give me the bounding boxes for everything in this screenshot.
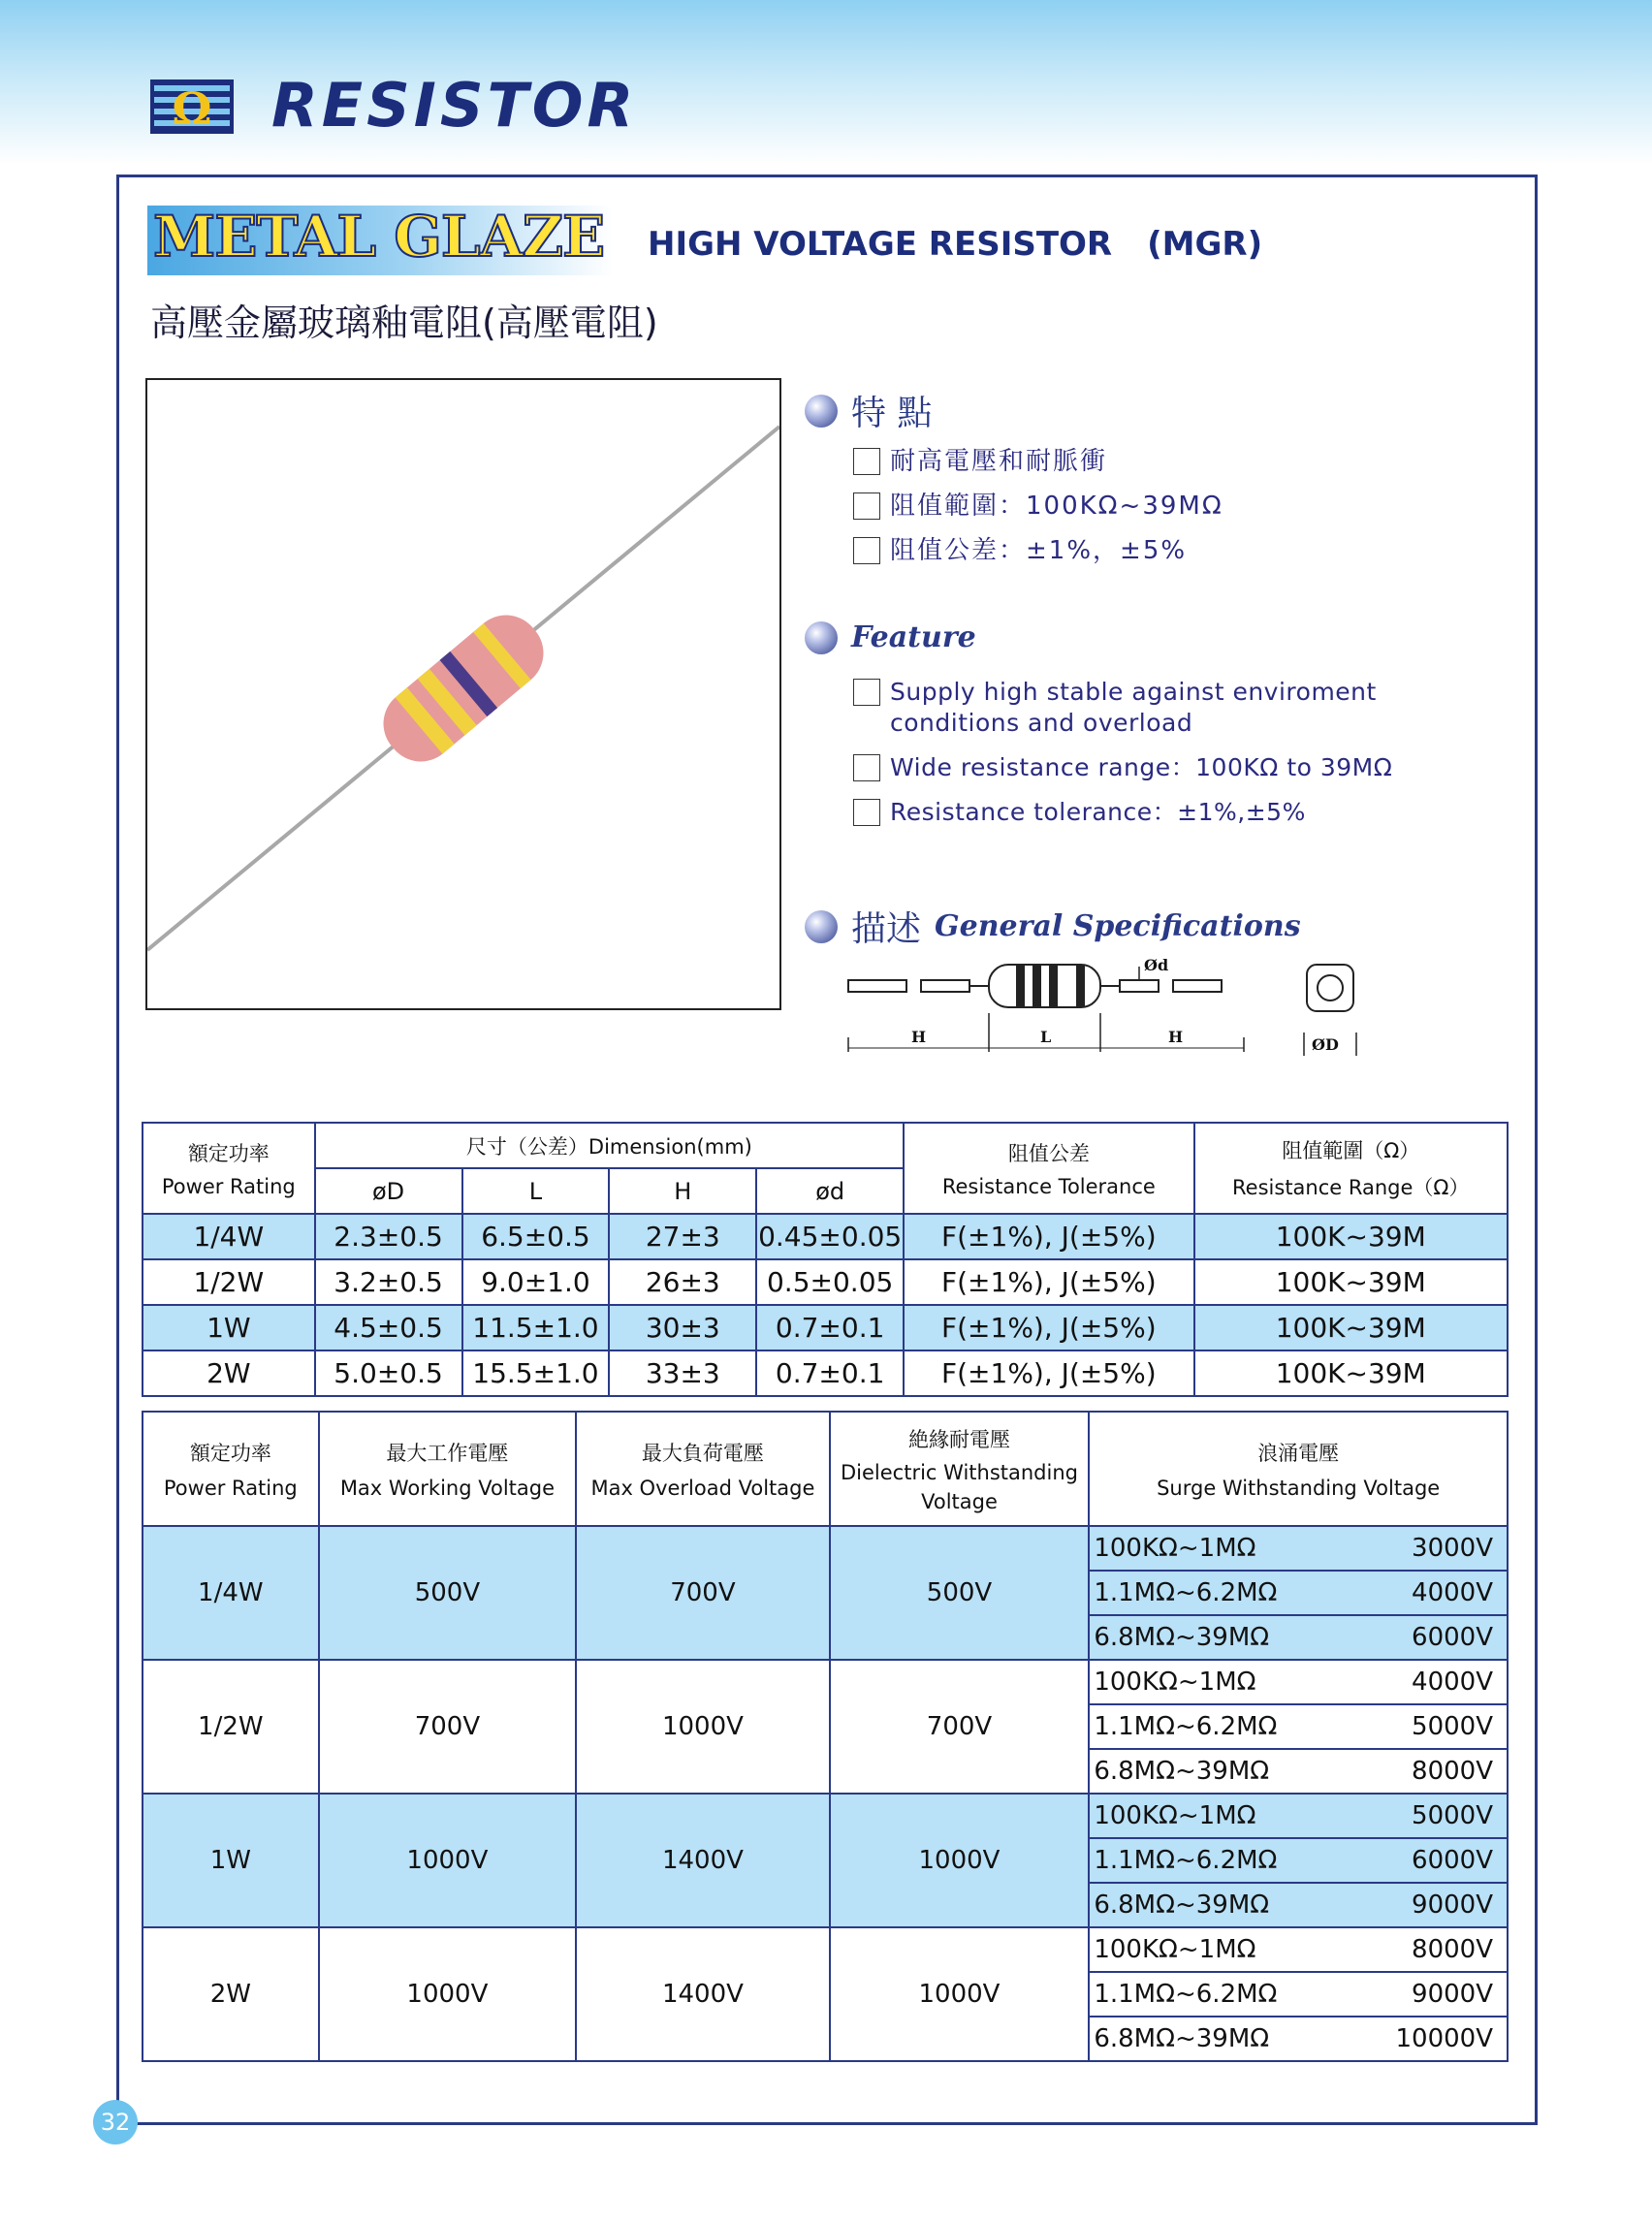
dimension-header: 尺寸（公差）Dimension(mm) — [315, 1123, 905, 1168]
table-row: 2W 5.0±0.5 15.5±1.0 33±3 0.7±0.1 F(±1%), J(±5%) 100K~39M — [143, 1350, 1508, 1396]
features-en-heading — [805, 620, 976, 654]
tolerance-header: 阻值公差 Resistance Tolerance — [904, 1123, 1193, 1214]
bullet-icon — [805, 395, 838, 428]
overload-voltage-header: 最大負荷電壓 Max Overload Voltage — [576, 1412, 830, 1526]
table-subheader-row: øD L H ød — [143, 1168, 1508, 1214]
features-cn-heading — [805, 386, 932, 435]
list-item: Resistance tolerance：±1%,±5% — [853, 797, 1454, 828]
features-cn-list — [853, 446, 1223, 580]
resistor-image-icon — [147, 380, 779, 1008]
bullet-icon — [805, 910, 838, 943]
metal-glaze-logo: METAL GLAZE — [153, 204, 605, 270]
product-code: (MGR) — [1147, 225, 1263, 264]
specs-cn-title: 描述 — [851, 909, 922, 949]
working-voltage-header: 最大工作電壓 Max Working Voltage — [319, 1412, 576, 1526]
checkbox-icon — [853, 799, 880, 826]
surge-cell: 6.8MΩ~39MΩ 10000V — [1089, 2017, 1508, 2061]
list-item: 阻值範圍：100KΩ~39MΩ — [853, 491, 1223, 522]
product-subtitle — [648, 225, 1262, 264]
chinese-title: 高壓金屬玻璃釉電阻(高壓電阻) — [150, 302, 658, 344]
surge-cell: 1.1MΩ~6.2MΩ 4000V — [1089, 1571, 1508, 1615]
features-en-list — [853, 677, 1454, 842]
svg-text:Ω: Ω — [172, 82, 212, 134]
features-en-title: Feature — [851, 620, 976, 654]
surge-cell: 1.1MΩ~6.2MΩ 5000V — [1089, 1704, 1508, 1749]
surge-cell: 100KΩ~1MΩ 4000V — [1089, 1660, 1508, 1704]
table-row: 1/4W 2.3±0.5 6.5±0.5 27±3 0.45±0.05 F(±1%), J(±5%) 100K~39M — [143, 1214, 1508, 1259]
surge-cell: 6.8MΩ~39MΩ 8000V — [1089, 1749, 1508, 1794]
dielectric-voltage-header: 絶緣耐電壓 Dielectric Withstanding Voltage — [830, 1412, 1090, 1526]
resistor-photo — [145, 378, 781, 1010]
dimension-diagram — [843, 955, 1386, 1062]
power-header: 額定功率 Power Rating — [143, 1123, 315, 1214]
list-item: Wide resistance range：100KΩ to 39MΩ — [853, 752, 1454, 783]
table-row: 1W 1000V 1400V 1000V 100KΩ~1MΩ 5000V — [143, 1794, 1508, 1838]
diagram-label-l: L — [1040, 1028, 1052, 1046]
dimension-table — [142, 1122, 1509, 1397]
table-row: 1W 4.5±0.5 11.5±1.0 30±3 0.7±0.1 F(±1%), J(±5%) 100K~39M — [143, 1305, 1508, 1350]
checkbox-icon — [853, 679, 880, 706]
surge-cell: 100KΩ~1MΩ 8000V — [1089, 1927, 1508, 1972]
list-item: Supply high stable against enviroment conditions and overload — [853, 677, 1454, 739]
diagram-label-D: ØD — [1312, 1035, 1339, 1054]
table-header-row — [143, 1123, 1508, 1168]
header-band — [0, 0, 1652, 165]
list-item: 阻值公差：±1%，±5% — [853, 535, 1223, 566]
table-row: 2W 1000V 1400V 1000V 100KΩ~1MΩ 8000V — [143, 1927, 1508, 1972]
company-logo-icon — [150, 79, 234, 134]
diagram-label-h2: H — [1168, 1028, 1184, 1046]
surge-cell: 6.8MΩ~39MΩ 6000V — [1089, 1615, 1508, 1660]
diagram-label-h1: H — [911, 1028, 927, 1046]
subtitle-text: HIGH VOLTAGE RESISTOR — [648, 225, 1113, 264]
bullet-icon — [805, 621, 838, 654]
power-header: 額定功率 Power Rating — [143, 1412, 319, 1526]
checkbox-icon — [853, 448, 880, 475]
range-header: 阻值範圍（Ω） Resistance Range（Ω） — [1194, 1123, 1508, 1214]
surge-cell: 100KΩ~1MΩ 5000V — [1089, 1794, 1508, 1838]
voltage-table — [142, 1411, 1509, 2062]
table-row: 1/2W 3.2±0.5 9.0±1.0 26±3 0.5±0.05 F(±1%), J(±5%) 100K~39M — [143, 1259, 1508, 1305]
surge-cell: 1.1MΩ~6.2MΩ 6000V — [1089, 1838, 1508, 1883]
table-row: 1/2W 700V 1000V 700V 100KΩ~1MΩ 4000V — [143, 1660, 1508, 1704]
page-number: 32 — [93, 2100, 138, 2145]
table-row: 1/4W 500V 700V 500V 100KΩ~1MΩ 3000V — [143, 1526, 1508, 1571]
brand-title: RESISTOR — [271, 70, 638, 141]
surge-cell: 6.8MΩ~39MΩ 9000V — [1089, 1883, 1508, 1927]
checkbox-icon — [853, 492, 880, 520]
features-cn-title: 特 點 — [851, 394, 933, 433]
table-header-row — [143, 1412, 1508, 1526]
checkbox-icon — [853, 537, 880, 564]
list-item: 耐高電壓和耐脈衝 — [853, 446, 1223, 477]
diagram-label-d: Ød — [1144, 956, 1169, 974]
checkbox-icon — [853, 754, 880, 781]
surge-voltage-header: 浪涌電壓 Surge Withstanding Voltage — [1089, 1412, 1508, 1526]
surge-cell: 100KΩ~1MΩ 3000V — [1089, 1526, 1508, 1571]
specs-en-title: General Specifications — [935, 909, 1301, 943]
surge-cell: 1.1MΩ~6.2MΩ 9000V — [1089, 1972, 1508, 2017]
specs-heading — [805, 902, 1301, 951]
